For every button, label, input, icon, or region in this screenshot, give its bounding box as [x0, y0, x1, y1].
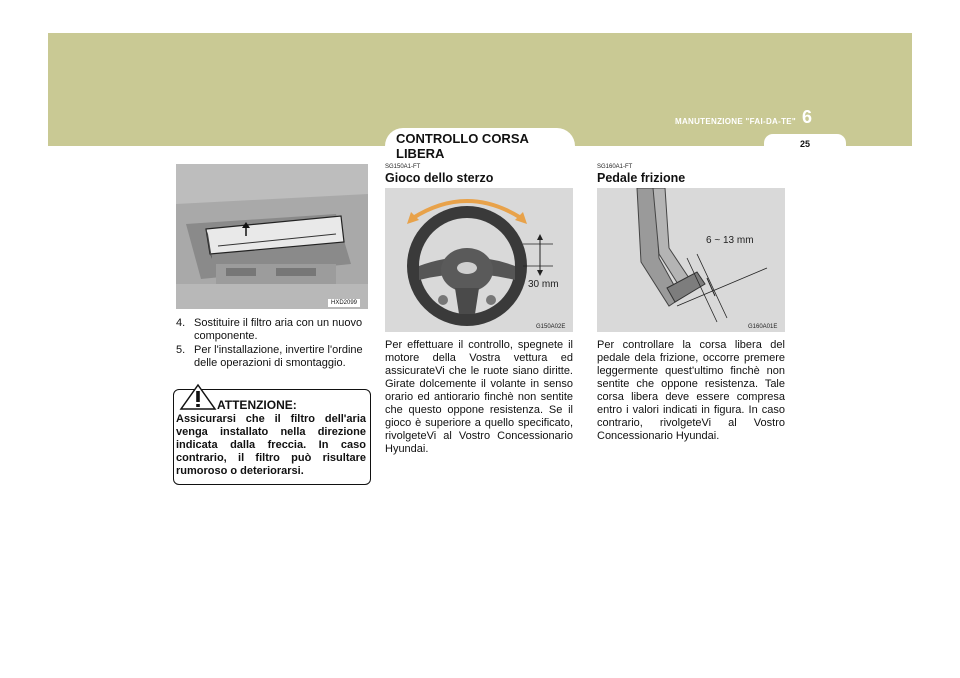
subsection-title: Pedale frizione — [597, 171, 686, 185]
warning-text: Assicurarsi che il filtro dell'aria venga installato nella direzione indicata dalla freccia. In caso contrario, il filtro può risultare rumoroso o deteriorarsi. — [176, 413, 366, 477]
steering-text: Per effettuare il controllo, spegnete il motore della Vostra vettura ed assicurateVi che le ruote siano diritte. Girate dolcemente il volante in senso orario ed antiorario finchè non sentite che questo oppone resistenza. Se il gioco è superiore a quello specificato, rivolgeteVi al Vostro Concessionario Hyundai. — [385, 339, 573, 455]
steering-wheel-illustration — [385, 188, 573, 332]
air-filter-photo — [176, 164, 368, 309]
step-number: 5. — [176, 344, 186, 356]
step-text: Sostituire il filtro aria con un nuovo componente. — [194, 317, 363, 342]
section-code: SG160A1-FT — [597, 164, 633, 170]
measurement-label: 30 mm — [528, 279, 559, 290]
clutch-pedal-illustration — [597, 188, 785, 332]
section-title: CONTROLLO CORSA LIBERA — [396, 131, 529, 161]
warning-title: ATTENZIONE: — [217, 398, 297, 412]
image-code: G150A02E — [536, 324, 566, 330]
clutch-text: Per controllare la corsa libera del pedale dela frizione, occorre premere leggermente quest'ultimo finchè non sentite che oppone resistenza. Tale corsa libera deve essere compresa entro i valori indicati in figura. In caso contrario, rivolgeteVi al Vostro Concessionario Hyundai. — [597, 339, 785, 442]
image-code: HXD2099 — [328, 299, 360, 307]
measurement-label: 6 ~ 13 mm — [706, 235, 754, 246]
step-text: Per l'installazione, invertire l'ordine delle operazioni di smontaggio. — [194, 344, 363, 369]
image-code: G160A01E — [748, 324, 778, 330]
step-number: 4. — [176, 317, 186, 329]
chapter-number: 6 — [801, 107, 812, 127]
subsection-title: Gioco dello sterzo — [385, 171, 494, 185]
warning-icon — [178, 382, 218, 412]
list-item — [176, 344, 368, 370]
page-number: 25 — [799, 139, 810, 149]
steps-list — [176, 317, 368, 371]
chapter-title: MANUTENZIONE "FAI-DA-TE" — [674, 117, 796, 126]
section-code: SG150A1-FT — [385, 164, 421, 170]
list-item — [176, 317, 368, 343]
